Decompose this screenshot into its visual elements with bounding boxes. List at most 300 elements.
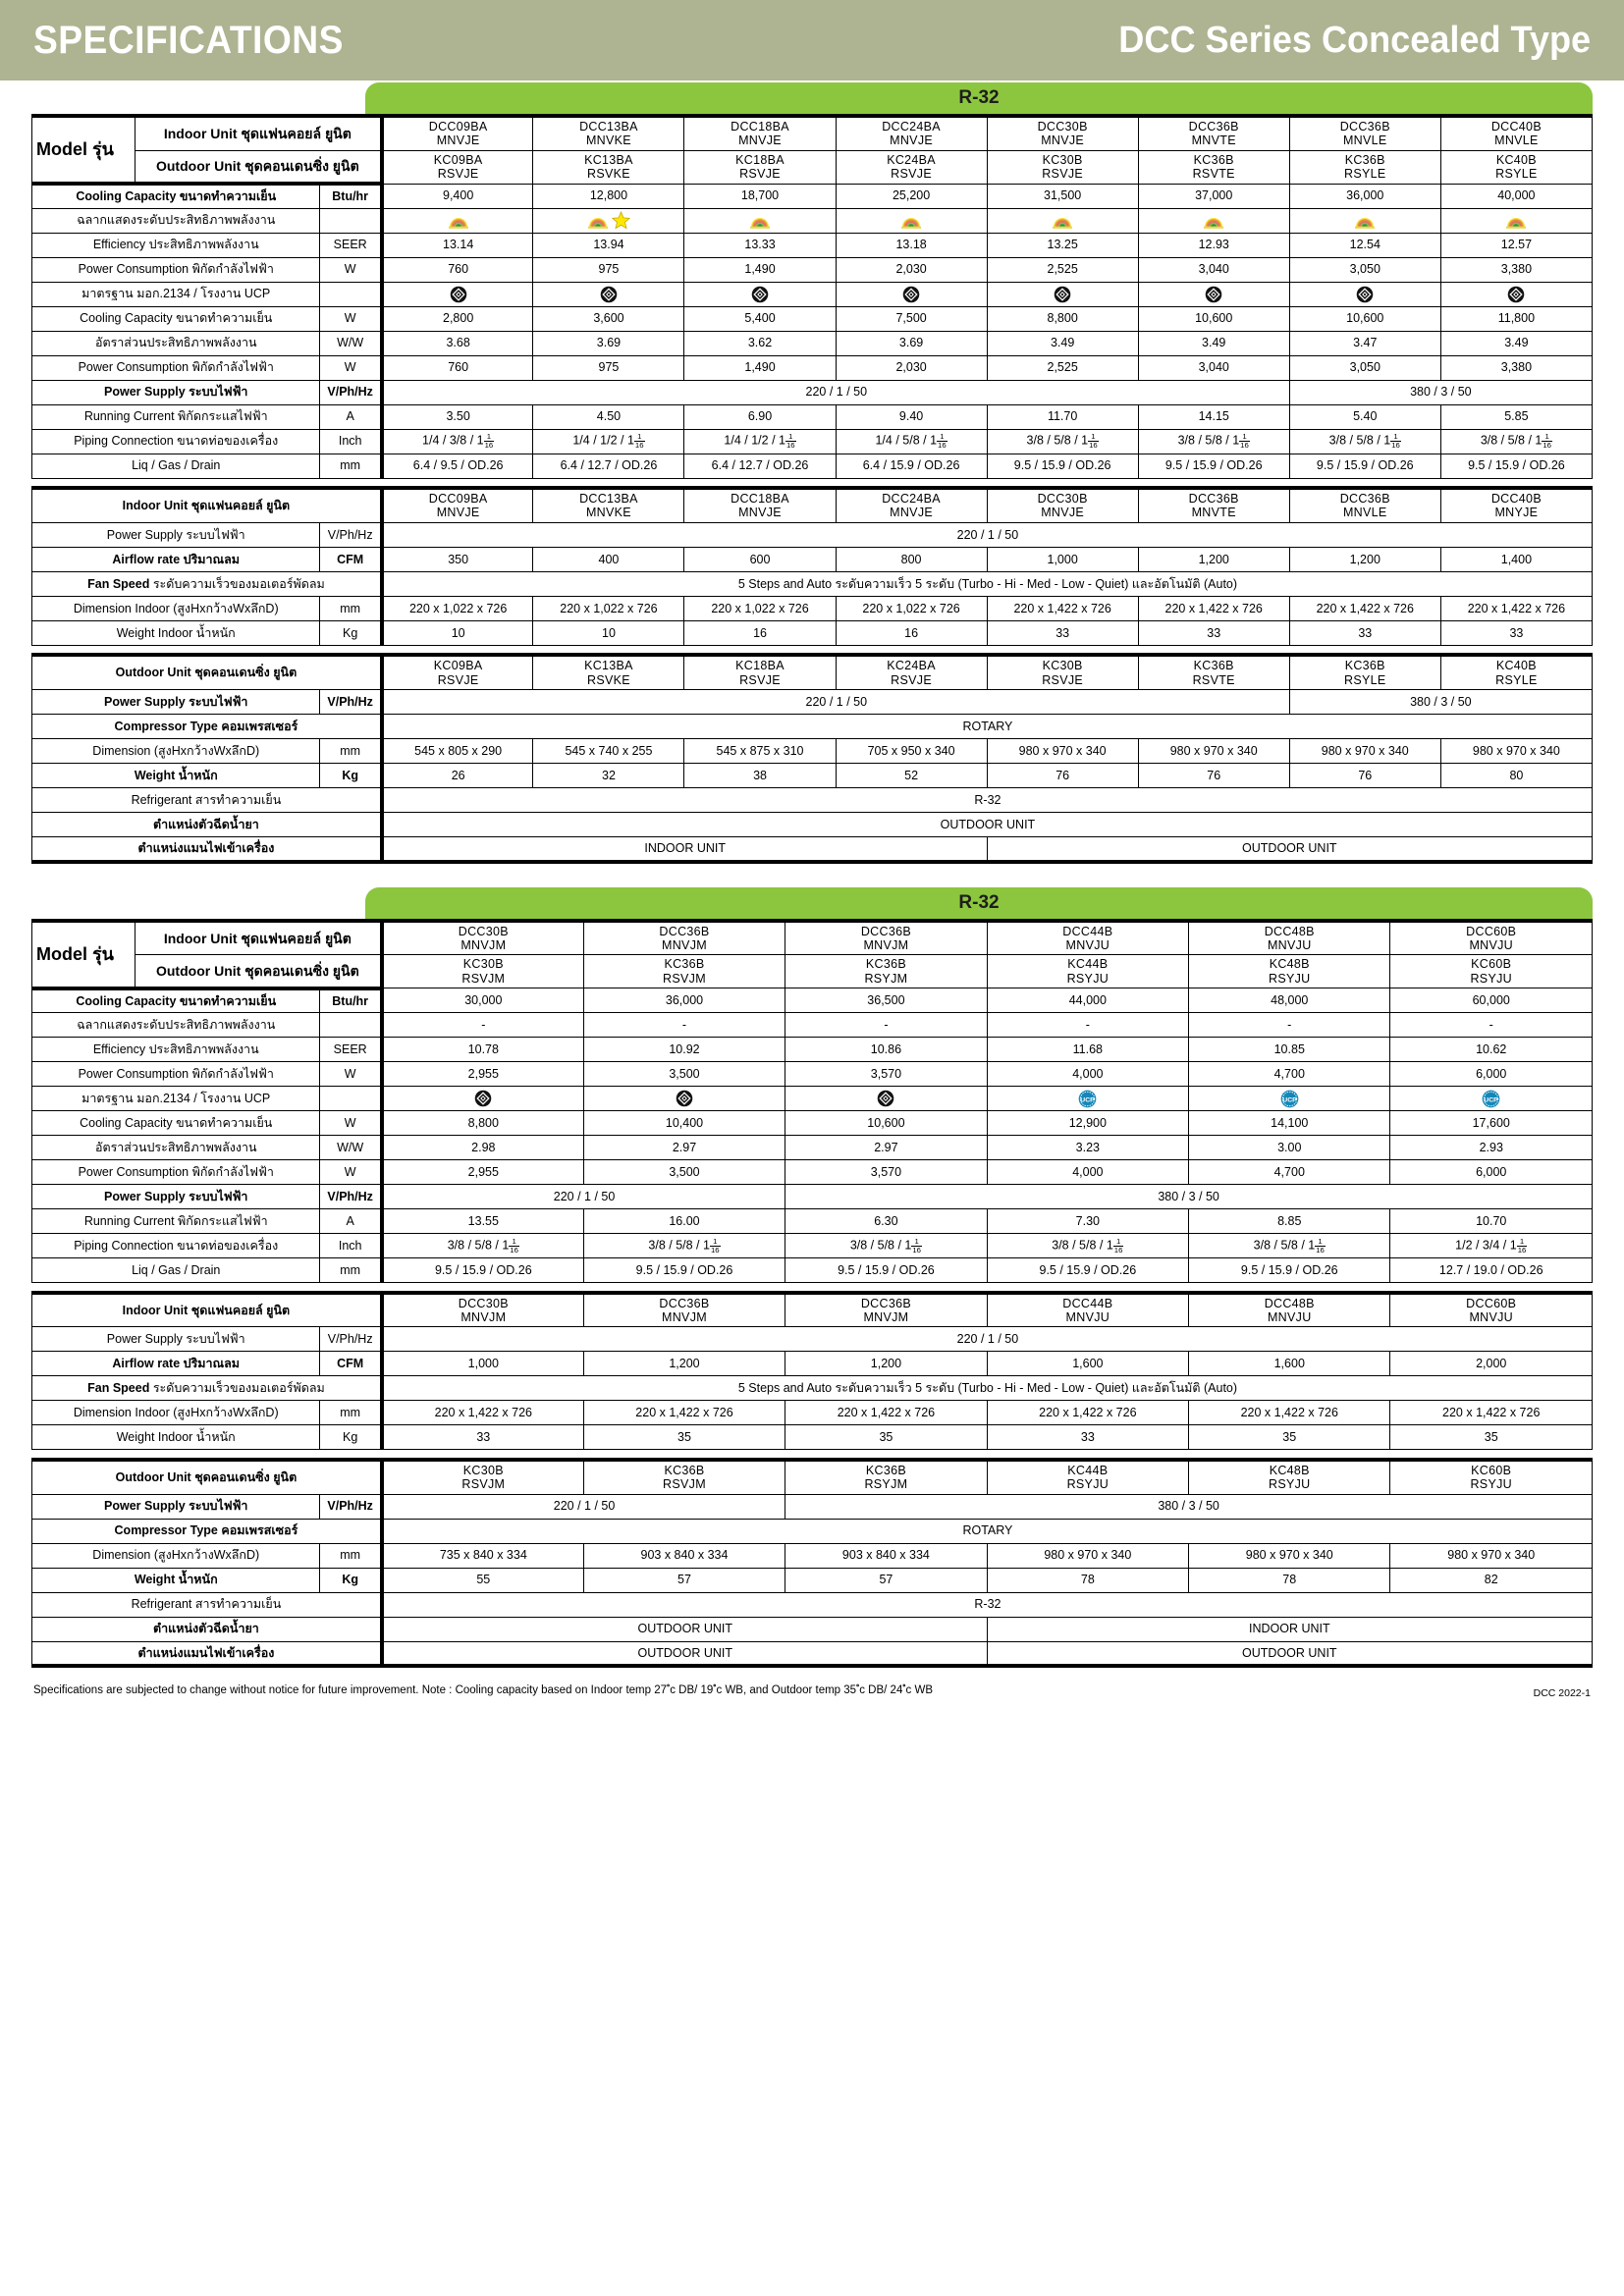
fraction: $\frac{1}{16}$ (510, 1236, 518, 1255)
section-model-cell: DCC13BA MNVKE (533, 488, 684, 522)
energy-label-icon (749, 212, 771, 229)
row-unit: V/Ph/Hz (320, 1185, 382, 1209)
row-unit: Kg (320, 764, 382, 788)
row-label: Airflow rate ปริมาณลม (32, 1352, 320, 1376)
indoor-model-cell: DCC24BA MNVJE (836, 116, 987, 150)
running-current-cell: 13.55 (382, 1209, 583, 1234)
standard-badge-cell (987, 1087, 1188, 1111)
energy-label-cell (533, 208, 684, 233)
eer-ratio-cell: 2.98 (382, 1136, 583, 1160)
piping-connection-cell: 1/4 / 1/2 / 1 $\frac{1}{16}$ (684, 429, 836, 454)
section-model-cell: KC36B RSVTE (1138, 655, 1289, 689)
row-label: Weight Indoor น้ำหนัก (32, 1425, 320, 1450)
power-consumption-cell: 6,000 (1390, 1062, 1593, 1087)
outdoor-power-supply-cell: 380 / 3 / 50 (1289, 690, 1592, 715)
row-label: Running Current พิกัดกระแสไฟฟ้า (32, 1209, 320, 1234)
weight-indoor-cell: 33 (987, 1425, 1188, 1450)
spec-row (32, 1543, 1593, 1568)
eer-ratio-cell: 3.00 (1189, 1136, 1390, 1160)
row-unit: V/Ph/Hz (320, 380, 382, 404)
piping-connection-cell: 1/4 / 1/2 / 1 $\frac{1}{16}$ (533, 429, 684, 454)
refrigerant-cell: R-32 (382, 1592, 1593, 1617)
cooling-capacity-w-cell: 10,600 (785, 1111, 987, 1136)
refrigerant-badge-row-1 (31, 80, 1593, 114)
efficiency-cell: 10.78 (382, 1038, 583, 1062)
spec-row (32, 764, 1593, 788)
power-consumption2-cell: 3,500 (583, 1160, 785, 1185)
section-model-cell: DCC24BA MNVJE (836, 488, 987, 522)
piping-connection-cell: 1/2 / 3/4 / 1 $\frac{1}{16}$ (1390, 1234, 1593, 1258)
power-entry-left-cell: OUTDOOR UNIT (382, 1641, 987, 1666)
model-header-row-indoor (32, 116, 1593, 150)
piping-connection-cell: 3/8 / 5/8 / 1 $\frac{1}{16}$ (987, 429, 1138, 454)
power-supply-cell: 220 / 1 / 50 (382, 380, 1289, 404)
weight-indoor-cell: 35 (1189, 1425, 1390, 1450)
eer-ratio-cell: 3.68 (382, 331, 533, 355)
weight-outdoor-cell: 38 (684, 764, 836, 788)
efficiency-cell: 10.85 (1189, 1038, 1390, 1062)
dimension-outdoor-cell: 735 x 840 x 334 (382, 1543, 583, 1568)
energy-label-cell (382, 208, 533, 233)
row-unit: V/Ph/Hz (320, 690, 382, 715)
row-unit: SEER (320, 233, 382, 257)
row-label: Power Consumption พิกัดกำลังไฟฟ้า (32, 1160, 320, 1185)
spec-row (32, 522, 1593, 547)
row-unit: W (320, 1160, 382, 1185)
indoor-model-cell: DCC36B MNVJM (785, 921, 987, 955)
power-consumption-cell: 3,570 (785, 1062, 987, 1087)
section-title: Indoor Unit ชุดแฟนคอยล์ ยูนิต (32, 488, 382, 522)
dimension-indoor-cell: 220 x 1,022 x 726 (382, 596, 533, 620)
cooling-capacity-btu-cell: 40,000 (1440, 184, 1592, 208)
energy-label-cell: - (583, 1013, 785, 1038)
outdoor-model-cell: KC36B RSVTE (1138, 150, 1289, 184)
weight-indoor-cell: 35 (785, 1425, 987, 1450)
outdoor-model-cell: KC48B RSYJU (1189, 955, 1390, 988)
liq-gas-drain-cell: 6.4 / 9.5 / OD.26 (382, 454, 533, 478)
model-header-row-indoor (32, 921, 1593, 955)
cooling-capacity-w-cell: 12,900 (987, 1111, 1188, 1136)
indoor-model-cell: DCC60B MNVJU (1390, 921, 1593, 955)
fraction: $\frac{1}{16}$ (484, 432, 494, 450)
outdoor-unit-section-header (32, 1460, 1593, 1494)
row-unit: Kg (320, 1425, 382, 1450)
power-consumption-cell: 4,700 (1189, 1062, 1390, 1087)
expansion-position-cell: OUTDOOR UNIT (382, 813, 1593, 837)
specifications-table-secondary (31, 919, 1593, 1669)
row-unit (320, 208, 382, 233)
row-label: Refrigerant สารทำความเย็น (32, 788, 382, 813)
energy-label-cell (1289, 208, 1440, 233)
section-model-cell: DCC36B MNVLE (1289, 488, 1440, 522)
eer-ratio-cell: 3.62 (684, 331, 836, 355)
spec-row (32, 306, 1593, 331)
running-current-cell: 8.85 (1189, 1209, 1390, 1234)
refrigerant-badge-row-2 (31, 885, 1593, 919)
row-label: ฉลากแสดงระดับประสิทธิภาพพลังงาน (32, 1013, 320, 1038)
standard-badge-cell (533, 282, 684, 306)
outdoor-model-cell: KC36B RSYJM (785, 955, 987, 988)
cooling-capacity-w-cell: 17,600 (1390, 1111, 1593, 1136)
running-current-cell: 4.50 (533, 404, 684, 429)
dimension-outdoor-cell: 545 x 740 x 255 (533, 739, 684, 764)
fraction: $\frac{1}{16}$ (1316, 1236, 1325, 1255)
power-consumption2-cell: 760 (382, 355, 533, 380)
spec-row (32, 1641, 1593, 1666)
eer-ratio-cell: 2.97 (785, 1136, 987, 1160)
spec-row (32, 355, 1593, 380)
row-label: Power Supply ระบบไฟฟ้า (32, 690, 320, 715)
dimension-outdoor-cell: 545 x 805 x 290 (382, 739, 533, 764)
indoor-model-cell: DCC36B MNVLE (1289, 116, 1440, 150)
row-unit: V/Ph/Hz (320, 1494, 382, 1519)
fraction: $\frac{1}{16}$ (1240, 432, 1249, 450)
running-current-cell: 6.30 (785, 1209, 987, 1234)
cooling-capacity-w-cell: 5,400 (684, 306, 836, 331)
dimension-outdoor-cell: 705 x 950 x 340 (836, 739, 987, 764)
row-label: ตำแหน่งตัวฉีดน้ำยา (32, 813, 382, 837)
compressor-type-cell: ROTARY (382, 1519, 1593, 1543)
dimension-outdoor-cell: 980 x 970 x 340 (987, 1543, 1188, 1568)
outdoor-model-cell: KC24BA RSVJE (836, 150, 987, 184)
row-label: Weight น้ำหนัก (32, 1568, 320, 1592)
fan-speed-cell: 5 Steps and Auto ระดับความเร็ว 5 ระดับ (Turbo - Hi - Med - Low - Quiet) และอัตโนมัติ (Auto) (382, 571, 1593, 596)
row-label: Cooling Capacity ขนาดทำความเย็น (32, 1111, 320, 1136)
running-current-cell: 5.40 (1289, 404, 1440, 429)
indoor-model-cell: DCC44B MNVJU (987, 921, 1188, 955)
outdoor-model-cell: KC30B RSVJE (987, 150, 1138, 184)
spec-row (32, 257, 1593, 282)
cooling-capacity-w-cell: 7,500 (836, 306, 987, 331)
section-model-cell: DCC36B MNVJM (785, 1293, 987, 1327)
row-label: Dimension (สูงHxกว้างWxลึกD) (32, 1543, 320, 1568)
spec-row (32, 233, 1593, 257)
cooling-capacity-btu-cell: 44,000 (987, 988, 1188, 1013)
ucp-factory-icon (1078, 1090, 1097, 1108)
standard-badge-cell (583, 1087, 785, 1111)
dimension-indoor-cell: 220 x 1,422 x 726 (1189, 1401, 1390, 1425)
spec-row (32, 184, 1593, 208)
tis-standard-icon (600, 286, 618, 303)
fraction: $\frac{1}{16}$ (1517, 1236, 1527, 1255)
standard-badge-cell (1390, 1087, 1593, 1111)
efficiency-cell: 11.68 (987, 1038, 1188, 1062)
spec-row (32, 596, 1593, 620)
spec-row (32, 1013, 1593, 1038)
spec-row (32, 690, 1593, 715)
row-unit: Kg (320, 620, 382, 645)
standard-badge-cell (785, 1087, 987, 1111)
fraction: $\frac{1}{16}$ (710, 1236, 720, 1255)
dimension-indoor-cell: 220 x 1,022 x 726 (836, 596, 987, 620)
section-model-cell: KC30B RSVJM (382, 1460, 583, 1494)
row-unit: Inch (320, 1234, 382, 1258)
energy-label-cell (684, 208, 836, 233)
cooling-capacity-btu-cell: 36,000 (583, 988, 785, 1013)
row-label: อัตราส่วนประสิทธิภาพพลังงาน (32, 331, 320, 355)
power-consumption2-cell: 6,000 (1390, 1160, 1593, 1185)
eer-ratio-cell: 3.23 (987, 1136, 1188, 1160)
energy-label-icon (1505, 212, 1527, 229)
row-unit: W/W (320, 331, 382, 355)
tis-standard-icon (1507, 286, 1525, 303)
airflow-rate-cell: 1,600 (987, 1352, 1188, 1376)
page-title: SPECIFICATIONS (33, 18, 344, 62)
dimension-outdoor-cell: 980 x 970 x 340 (1189, 1543, 1390, 1568)
row-unit: mm (320, 596, 382, 620)
liq-gas-drain-cell: 12.7 / 19.0 / OD.26 (1390, 1258, 1593, 1283)
running-current-cell: 5.85 (1440, 404, 1592, 429)
row-unit: V/Ph/Hz (320, 1327, 382, 1352)
section-model-cell: DCC44B MNVJU (987, 1293, 1188, 1327)
row-label: Efficiency ประสิทธิภาพพลังงาน (32, 233, 320, 257)
weight-outdoor-cell: 57 (785, 1568, 987, 1592)
cooling-capacity-w-cell: 10,600 (1138, 306, 1289, 331)
indoor-unit-model-label: Indoor Unit ชุดแฟนคอยล์ ยูนิต (135, 116, 382, 150)
row-label: Dimension Indoor (สูงHxกว้างWxลึกD) (32, 596, 320, 620)
weight-indoor-cell: 33 (1440, 620, 1592, 645)
spec-row (32, 813, 1593, 837)
tis-standard-icon (751, 286, 769, 303)
energy-label-cell: - (1189, 1013, 1390, 1038)
fraction: $\frac{1}{16}$ (634, 432, 644, 450)
tis-standard-icon (450, 286, 467, 303)
fan-speed-cell: 5 Steps and Auto ระดับความเร็ว 5 ระดับ (Turbo - Hi - Med - Low - Quiet) และอัตโนมัติ (Auto) (382, 1376, 1593, 1401)
power-supply-cell: 380 / 3 / 50 (785, 1185, 1593, 1209)
indoor-power-supply-cell: 220 / 1 / 50 (382, 1327, 1593, 1352)
outdoor-power-supply-cell: 220 / 1 / 50 (382, 1494, 785, 1519)
spec-row (32, 1401, 1593, 1425)
indoor-model-cell: DCC30B MNVJM (382, 921, 583, 955)
indoor-model-cell: DCC18BA MNVJE (684, 116, 836, 150)
airflow-rate-cell: 1,000 (987, 547, 1138, 571)
row-label: Power Supply ระบบไฟฟ้า (32, 522, 320, 547)
dimension-indoor-cell: 220 x 1,422 x 726 (382, 1401, 583, 1425)
cooling-capacity-btu-cell: 60,000 (1390, 988, 1593, 1013)
power-consumption-cell: 975 (533, 257, 684, 282)
outdoor-model-cell: KC40B RSYLE (1440, 150, 1592, 184)
indoor-power-supply-cell: 220 / 1 / 50 (382, 522, 1593, 547)
weight-outdoor-cell: 82 (1390, 1568, 1593, 1592)
r32-badge-2: R-32 (365, 887, 1593, 919)
cooling-capacity-w-cell: 3,600 (533, 306, 684, 331)
outdoor-power-supply-cell: 380 / 3 / 50 (785, 1494, 1593, 1519)
piping-connection-cell: 3/8 / 5/8 / 1 $\frac{1}{16}$ (1138, 429, 1289, 454)
row-label: อัตราส่วนประสิทธิภาพพลังงาน (32, 1136, 320, 1160)
weight-indoor-cell: 35 (583, 1425, 785, 1450)
outdoor-model-cell: KC36B RSYLE (1289, 150, 1440, 184)
airflow-rate-cell: 1,200 (583, 1352, 785, 1376)
section-model-cell: KC36B RSVJM (583, 1460, 785, 1494)
spec-row (32, 1087, 1593, 1111)
row-unit: W (320, 1062, 382, 1087)
power-consumption2-cell: 975 (533, 355, 684, 380)
energy-label-icon (448, 212, 469, 229)
weight-indoor-cell: 10 (382, 620, 533, 645)
section-model-cell: KC09BA RSVJE (382, 655, 533, 689)
model-header-row-outdoor (32, 955, 1593, 988)
spec-row (32, 739, 1593, 764)
power-supply-cell: 220 / 1 / 50 (382, 1185, 785, 1209)
dimension-indoor-cell: 220 x 1,422 x 726 (1289, 596, 1440, 620)
spec-row (32, 1352, 1593, 1376)
weight-outdoor-cell: 76 (1289, 764, 1440, 788)
row-unit: mm (320, 1543, 382, 1568)
page-header-banner (0, 0, 1624, 80)
running-current-cell: 16.00 (583, 1209, 785, 1234)
power-consumption2-cell: 4,000 (987, 1160, 1188, 1185)
section-model-cell: KC24BA RSVJE (836, 655, 987, 689)
piping-connection-cell: 3/8 / 5/8 / 1 $\frac{1}{16}$ (382, 1234, 583, 1258)
tis-standard-icon (1054, 286, 1071, 303)
outdoor-model-cell: KC36B RSVJM (583, 955, 785, 988)
compressor-type-cell: ROTARY (382, 715, 1593, 739)
row-label: Power Supply ระบบไฟฟ้า (32, 380, 320, 404)
svg-text:UCP: UCP (1080, 1095, 1096, 1103)
section-model-cell: KC18BA RSVJE (684, 655, 836, 689)
spec-row (32, 1617, 1593, 1641)
cooling-capacity-btu-cell: 25,200 (836, 184, 987, 208)
footer-note: Specifications are subjected to change without notice for future improvement. Note : Cooling capacity based on Indoor temp 27 ํc DB/ 19 ํc WB, and Outdoor temp 35 ํc DB/ 24 ํc WB (33, 1684, 934, 1696)
model-label: Model รุ่น (32, 921, 135, 988)
dimension-outdoor-cell: 980 x 970 x 340 (1440, 739, 1592, 764)
efficiency-cell: 13.18 (836, 233, 987, 257)
efficiency-cell: 13.94 (533, 233, 684, 257)
piping-connection-cell: 3/8 / 5/8 / 1 $\frac{1}{16}$ (785, 1234, 987, 1258)
cooling-capacity-btu-cell: 31,500 (987, 184, 1138, 208)
spec-row (32, 715, 1593, 739)
fraction: $\frac{1}{16}$ (938, 432, 947, 450)
eer-ratio-cell: 3.47 (1289, 331, 1440, 355)
spec-row (32, 1376, 1593, 1401)
liq-gas-drain-cell: 6.4 / 15.9 / OD.26 (836, 454, 987, 478)
section-model-cell: DCC36B MNVJM (583, 1293, 785, 1327)
standard-badge-cell (987, 282, 1138, 306)
specifications-table-primary (31, 114, 1593, 864)
eer-ratio-cell: 3.49 (1138, 331, 1289, 355)
energy-label-cell (1138, 208, 1289, 233)
energy-label-icon (1354, 212, 1376, 229)
spec-row (32, 788, 1593, 813)
row-label: Liq / Gas / Drain (32, 1258, 320, 1283)
fraction: $\frac{1}{16}$ (1113, 1236, 1123, 1255)
eer-ratio-cell: 3.49 (1440, 331, 1592, 355)
row-unit (320, 1087, 382, 1111)
power-consumption2-cell: 2,955 (382, 1160, 583, 1185)
row-unit: mm (320, 1401, 382, 1425)
tis-standard-icon (877, 1090, 894, 1107)
liq-gas-drain-cell: 9.5 / 15.9 / OD.26 (785, 1258, 987, 1283)
efficiency-cell: 13.25 (987, 233, 1138, 257)
energy-label-cell: - (382, 1013, 583, 1038)
series-title: DCC Series Concealed Type (1118, 19, 1591, 61)
power-consumption-cell: 1,490 (684, 257, 836, 282)
eer-ratio-cell: 3.69 (533, 331, 684, 355)
section-model-cell: DCC36B MNVTE (1138, 488, 1289, 522)
outdoor-model-cell: KC60B RSYJU (1390, 955, 1593, 988)
energy-label-cell: - (987, 1013, 1188, 1038)
dimension-outdoor-cell: 980 x 970 x 340 (1138, 739, 1289, 764)
power-supply-cell: 380 / 3 / 50 (1289, 380, 1592, 404)
row-label: Airflow rate ปริมาณลม (32, 547, 320, 571)
airflow-rate-cell: 1,200 (785, 1352, 987, 1376)
cooling-capacity-w-cell: 2,800 (382, 306, 533, 331)
liq-gas-drain-cell: 9.5 / 15.9 / OD.26 (583, 1258, 785, 1283)
row-label: Power Consumption พิกัดกำลังไฟฟ้า (32, 257, 320, 282)
row-unit: A (320, 1209, 382, 1234)
weight-outdoor-cell: 26 (382, 764, 533, 788)
cooling-capacity-w-cell: 8,800 (382, 1111, 583, 1136)
power-consumption-cell: 2,525 (987, 257, 1138, 282)
dimension-outdoor-cell: 980 x 970 x 340 (1390, 1543, 1593, 1568)
power-consumption-cell: 3,500 (583, 1062, 785, 1087)
indoor-model-cell: DCC40B MNVLE (1440, 116, 1592, 150)
eer-ratio-cell: 3.69 (836, 331, 987, 355)
liq-gas-drain-cell: 9.5 / 15.9 / OD.26 (382, 1258, 583, 1283)
cooling-capacity-btu-cell: 36,000 (1289, 184, 1440, 208)
row-unit: Kg (320, 1568, 382, 1592)
power-consumption2-cell: 2,030 (836, 355, 987, 380)
svg-text:UCP: UCP (1484, 1095, 1498, 1103)
airflow-rate-cell: 1,400 (1440, 547, 1592, 571)
efficiency-cell: 13.33 (684, 233, 836, 257)
energy-label-icon (900, 212, 922, 229)
section-model-cell: DCC60B MNVJU (1390, 1293, 1593, 1327)
spec-row (32, 1111, 1593, 1136)
section-model-cell: KC36B RSYLE (1289, 655, 1440, 689)
weight-outdoor-cell: 57 (583, 1568, 785, 1592)
row-unit: W (320, 1111, 382, 1136)
energy-label-cell (987, 208, 1138, 233)
airflow-rate-cell: 1,200 (1138, 547, 1289, 571)
dimension-indoor-cell: 220 x 1,422 x 726 (1138, 596, 1289, 620)
spec-row (32, 404, 1593, 429)
star-icon (612, 211, 630, 230)
running-current-cell: 10.70 (1390, 1209, 1593, 1234)
row-label: Weight Indoor น้ำหนัก (32, 620, 320, 645)
spec-row (32, 1568, 1593, 1592)
spec-row (32, 1234, 1593, 1258)
dimension-outdoor-cell: 903 x 840 x 334 (785, 1543, 987, 1568)
footer (0, 1674, 1624, 1699)
row-label: Power Supply ระบบไฟฟ้า (32, 1185, 320, 1209)
weight-indoor-cell: 16 (684, 620, 836, 645)
row-label: มาตรฐาน มอก.2134 / โรงงาน UCP (32, 282, 320, 306)
model-header-row-outdoor (32, 150, 1593, 184)
power-entry-right-cell: OUTDOOR UNIT (987, 1641, 1592, 1666)
running-current-cell: 14.15 (1138, 404, 1289, 429)
expansion-right-cell: INDOOR UNIT (987, 1617, 1592, 1641)
row-unit: Inch (320, 429, 382, 454)
liq-gas-drain-cell: 9.5 / 15.9 / OD.26 (987, 1258, 1188, 1283)
row-label: Dimension (สูงHxกว้างWxลึกD) (32, 739, 320, 764)
cooling-capacity-w-cell: 10,600 (1289, 306, 1440, 331)
power-consumption-cell: 3,380 (1440, 257, 1592, 282)
cooling-capacity-btu-cell: 36,500 (785, 988, 987, 1013)
indoor-model-cell: DCC36B MNVTE (1138, 116, 1289, 150)
row-unit (320, 282, 382, 306)
dimension-outdoor-cell: 545 x 875 x 310 (684, 739, 836, 764)
weight-indoor-cell: 33 (382, 1425, 583, 1450)
indoor-unit-section-header (32, 1293, 1593, 1327)
efficiency-cell: 13.14 (382, 233, 533, 257)
spec-row (32, 571, 1593, 596)
dimension-indoor-cell: 220 x 1,422 x 726 (987, 1401, 1188, 1425)
indoor-model-cell: DCC13BA MNVKE (533, 116, 684, 150)
row-label: Fan Speed ระดับความเร็วของมอเตอร์พัดลม (32, 1376, 382, 1401)
row-unit: SEER (320, 1038, 382, 1062)
row-unit: CFM (320, 547, 382, 571)
